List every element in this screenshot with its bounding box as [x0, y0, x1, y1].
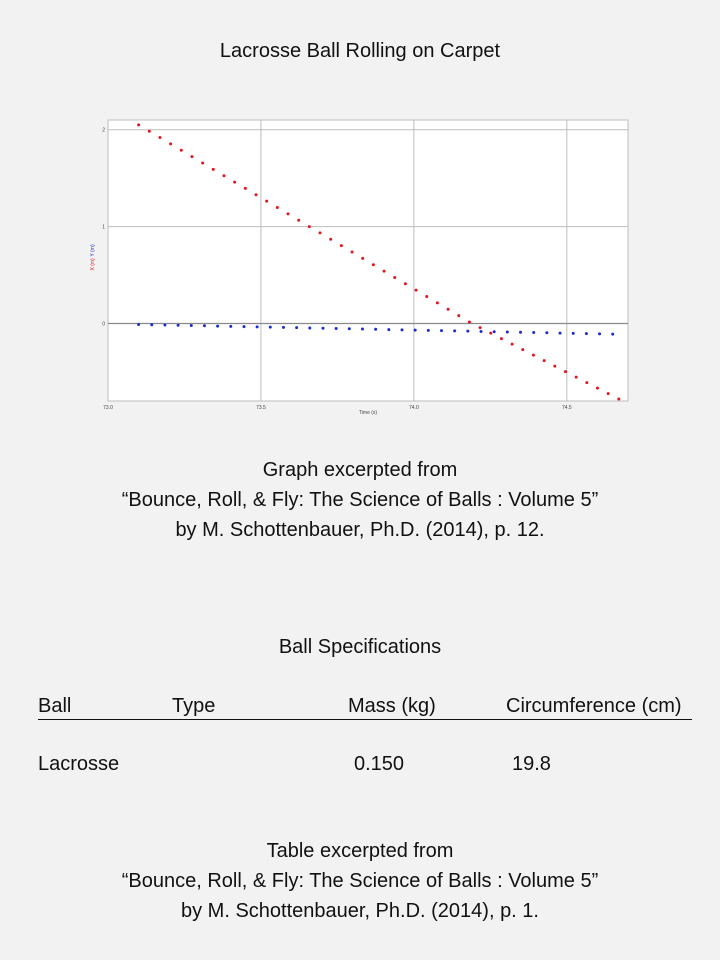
x-series-point	[148, 130, 151, 133]
x-series-point	[404, 282, 407, 285]
x-series-point	[137, 123, 140, 126]
y-series-point	[229, 325, 232, 328]
x-series-point	[212, 168, 215, 171]
y-series-point	[585, 332, 588, 335]
y-series-point	[427, 329, 430, 332]
x-series-point	[244, 187, 247, 190]
x-series-point	[511, 343, 514, 346]
y-series-point	[400, 328, 403, 331]
y-series-point	[361, 328, 364, 331]
plot-area	[108, 120, 628, 401]
x-tick-label: 73.0	[103, 405, 113, 411]
y-series-point	[453, 329, 456, 332]
y-series-point	[598, 332, 601, 335]
specs-title: Ball Specifications	[278, 636, 442, 658]
y-series-point	[190, 324, 193, 327]
x-series-point	[617, 398, 620, 401]
y-series-point	[414, 329, 417, 332]
y-series-point	[203, 324, 206, 327]
graph-caption-line1: Graph excerpted from	[262, 459, 458, 481]
x-axis-label: Time (s)	[358, 410, 378, 416]
cell-mass: 0.150	[354, 753, 405, 775]
header-underline	[38, 719, 692, 720]
table-caption	[0, 836, 720, 926]
x-series-point	[233, 181, 236, 184]
x-series-point	[190, 155, 193, 158]
x-series-point	[201, 161, 204, 164]
y-series-point	[519, 331, 522, 334]
y-series-point	[163, 323, 166, 326]
y-series-point	[545, 331, 548, 334]
y-series-point	[150, 323, 153, 326]
y-series-point	[216, 325, 219, 328]
x-series-point	[286, 212, 289, 215]
table-caption-line2: “Bounce, Roll, & Fly: The Science of Balls : Volume 5”	[121, 870, 599, 892]
x-series-point	[340, 244, 343, 247]
y-series-point	[295, 326, 298, 329]
chart	[0, 0, 720, 430]
x-series-point	[329, 238, 332, 241]
x-series-point	[447, 308, 450, 311]
x-series-point	[521, 348, 524, 351]
graph-caption	[0, 455, 720, 545]
x-series-point	[351, 251, 354, 254]
x-series-point	[297, 219, 300, 222]
x-series-point	[457, 314, 460, 317]
y-series-point	[137, 323, 140, 326]
y-axis-label-y: Y (m)	[90, 244, 96, 257]
y-series-point	[374, 328, 377, 331]
x-series-point	[468, 320, 471, 323]
x-series-point	[180, 149, 183, 152]
cell-circumference: 19.8	[512, 753, 551, 775]
x-series-point	[222, 174, 225, 177]
x-series-point	[607, 392, 610, 395]
x-series-point	[575, 376, 578, 379]
x-series-point	[436, 301, 439, 304]
x-series-point	[276, 206, 279, 209]
y-tick-label: 2	[102, 127, 105, 134]
chart-title: Lacrosse Ball Rolling on Carpet	[219, 40, 501, 62]
x-series-point	[553, 365, 556, 368]
graph-caption-line3: by M. Schottenbauer, Ph.D. (2014), p. 12.	[175, 519, 545, 541]
x-series-point	[500, 337, 503, 340]
y-series-point	[269, 326, 272, 329]
x-series-point	[319, 231, 322, 234]
x-series-point	[425, 295, 428, 298]
y-axis-label-x: X (m)	[90, 258, 96, 271]
x-series-point	[564, 370, 567, 373]
y-series-point	[440, 329, 443, 332]
y-series-point	[559, 332, 562, 335]
x-series-point	[532, 354, 535, 357]
y-series-point	[532, 331, 535, 334]
x-series-point	[596, 387, 599, 390]
y-series-point	[506, 330, 509, 333]
x-series-point	[415, 289, 418, 292]
y-series-point	[480, 330, 483, 333]
y-series-point	[321, 327, 324, 330]
x-series-point	[361, 257, 364, 260]
y-series-point	[308, 326, 311, 329]
x-series-point	[479, 326, 482, 329]
y-tick-label: 0	[102, 321, 105, 328]
x-series-point	[585, 381, 588, 384]
y-series-point	[335, 327, 338, 330]
y-series-point	[177, 324, 180, 327]
y-series-point	[256, 325, 259, 328]
y-series-point	[493, 330, 496, 333]
y-series-point	[611, 333, 614, 336]
y-series-point	[387, 328, 390, 331]
x-series-point	[393, 276, 396, 279]
y-series-point	[572, 332, 575, 335]
x-tick-label: 73.5	[256, 405, 266, 411]
x-series-point	[489, 332, 492, 335]
x-series-point	[372, 263, 375, 266]
table-caption-line3: by M. Schottenbauer, Ph.D. (2014), p. 1.	[181, 900, 539, 922]
y-series-point	[282, 326, 285, 329]
y-axis-labels	[90, 244, 96, 270]
y-tick-label: 1	[102, 224, 105, 231]
x-series-point	[543, 359, 546, 362]
x-series-point	[265, 200, 268, 203]
x-tick-label: 74.0	[409, 405, 419, 411]
header-ball: Ball	[38, 695, 72, 717]
x-tick-label: 74.5	[561, 405, 572, 411]
x-series-point	[308, 225, 311, 228]
x-series-point	[169, 142, 172, 145]
header-mass: Mass (kg)	[348, 695, 436, 717]
header-circumference: Circumference (cm)	[506, 695, 682, 717]
y-series-point	[348, 327, 351, 330]
x-series-point	[158, 136, 161, 139]
header-type: Type	[172, 695, 216, 717]
x-series-point	[383, 270, 386, 273]
table-caption-line1: Table excerpted from	[266, 840, 454, 862]
y-series-point	[242, 325, 245, 328]
graph-caption-line2: “Bounce, Roll, & Fly: The Science of Balls : Volume 5”	[121, 489, 599, 511]
y-series-point	[466, 330, 469, 333]
cell-ball: Lacrosse	[38, 753, 120, 775]
x-series-point	[254, 193, 257, 196]
